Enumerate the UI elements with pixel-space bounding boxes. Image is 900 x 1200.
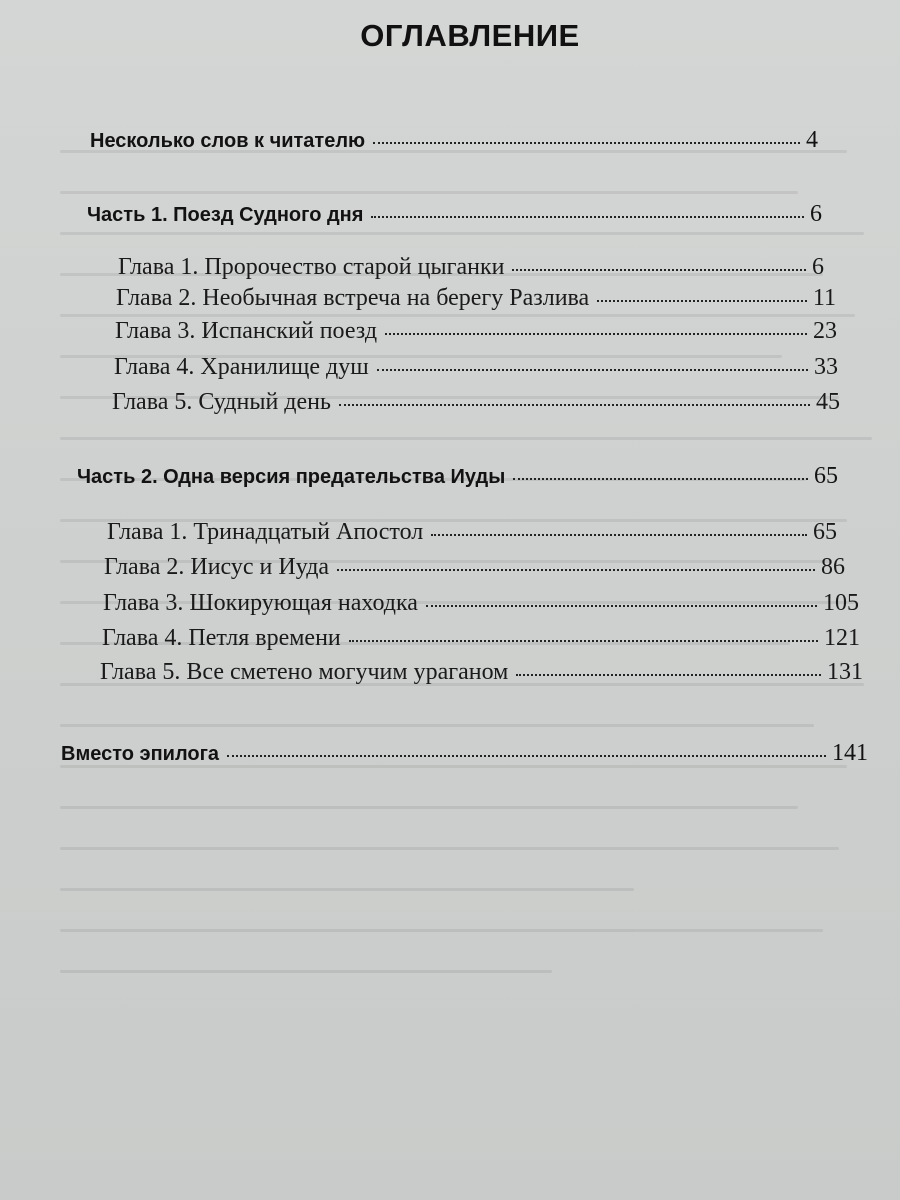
toc-entry-part-2-chapter-5[interactable] bbox=[100, 659, 863, 686]
toc-entry-label: Несколько слов к читателю bbox=[90, 130, 366, 152]
dot-leader bbox=[377, 369, 808, 371]
toc-entry-page: 11 bbox=[812, 285, 836, 311]
dot-leader bbox=[385, 333, 807, 335]
toc-entry-part-2-chapter-3[interactable] bbox=[103, 590, 859, 617]
toc-entry-epilogue[interactable] bbox=[61, 740, 868, 767]
toc-entry-label: Глава 1. Пророчество старой цыганки bbox=[118, 254, 505, 280]
toc-entry-page: 141 bbox=[832, 740, 868, 766]
toc-entry-part-1-chapter-1[interactable] bbox=[118, 254, 824, 281]
toc-entry-label: Часть 1. Поезд Судного дня bbox=[87, 204, 364, 226]
toc-entry-part-1[interactable] bbox=[87, 201, 822, 228]
toc-entry-intro[interactable] bbox=[90, 127, 818, 154]
toc-entry-page: 4 bbox=[806, 127, 818, 153]
toc-entry-label: Глава 4. Хранилище душ bbox=[114, 354, 369, 380]
toc-entry-part-1-chapter-4[interactable] bbox=[114, 354, 838, 381]
toc-entry-label: Глава 1. Тринадцатый Апостол bbox=[107, 519, 424, 545]
toc-entry-part-1-chapter-5[interactable] bbox=[112, 389, 840, 416]
dot-leader bbox=[516, 674, 821, 676]
dot-leader bbox=[512, 269, 806, 271]
toc-entry-part-2-chapter-2[interactable] bbox=[104, 554, 845, 581]
dot-leader bbox=[339, 404, 810, 406]
toc-entry-label: Глава 3. Шокирующая находка bbox=[103, 590, 418, 616]
toc-entry-label: Часть 2. Одна версия предательства Иуды bbox=[77, 466, 506, 488]
toc-entry-page: 23 bbox=[813, 318, 837, 344]
toc-entry-label: Глава 5. Все сметено могучим ураганом bbox=[100, 659, 509, 685]
toc-entry-part-1-chapter-2[interactable] bbox=[116, 285, 836, 312]
toc-entry-page: 105 bbox=[823, 590, 859, 616]
toc-entry-part-1-chapter-3[interactable] bbox=[115, 318, 837, 345]
dot-leader bbox=[371, 216, 804, 218]
dot-leader bbox=[597, 300, 807, 302]
toc-entry-page: 6 bbox=[812, 254, 824, 280]
dot-leader bbox=[431, 534, 807, 536]
toc-entry-page: 6 bbox=[810, 201, 822, 227]
dot-leader bbox=[426, 605, 817, 607]
toc-entry-page: 86 bbox=[821, 554, 845, 580]
toc-entry-part-2[interactable] bbox=[77, 463, 838, 490]
toc-entry-label: Вместо эпилога bbox=[61, 743, 220, 765]
toc-entry-page: 33 bbox=[814, 354, 838, 380]
toc-entry-page: 121 bbox=[824, 625, 860, 651]
page-title: ОГЛАВЛЕНИЕ bbox=[360, 18, 580, 53]
toc-entry-label: Глава 3. Испанский поезд bbox=[115, 318, 378, 344]
toc-entry-label: Глава 2. Необычная встреча на берегу Разлива bbox=[116, 285, 590, 311]
toc-entry-page: 45 bbox=[816, 389, 840, 415]
dot-leader bbox=[349, 640, 818, 642]
toc-entry-page: 65 bbox=[814, 463, 838, 489]
dot-leader bbox=[227, 755, 826, 757]
toc-entry-label: Глава 2. Иисус и Иуда bbox=[104, 554, 330, 580]
dot-leader bbox=[373, 142, 800, 144]
toc-entry-page: 131 bbox=[827, 659, 863, 685]
dot-leader bbox=[513, 478, 808, 480]
dot-leader bbox=[337, 569, 815, 571]
toc-entry-page: 65 bbox=[813, 519, 837, 545]
toc-entry-part-2-chapter-4[interactable] bbox=[102, 625, 860, 652]
toc-entry-label: Глава 4. Петля времени bbox=[102, 625, 341, 651]
toc-entry-label: Глава 5. Судный день bbox=[112, 389, 331, 415]
toc-entry-part-2-chapter-1[interactable] bbox=[107, 519, 837, 546]
